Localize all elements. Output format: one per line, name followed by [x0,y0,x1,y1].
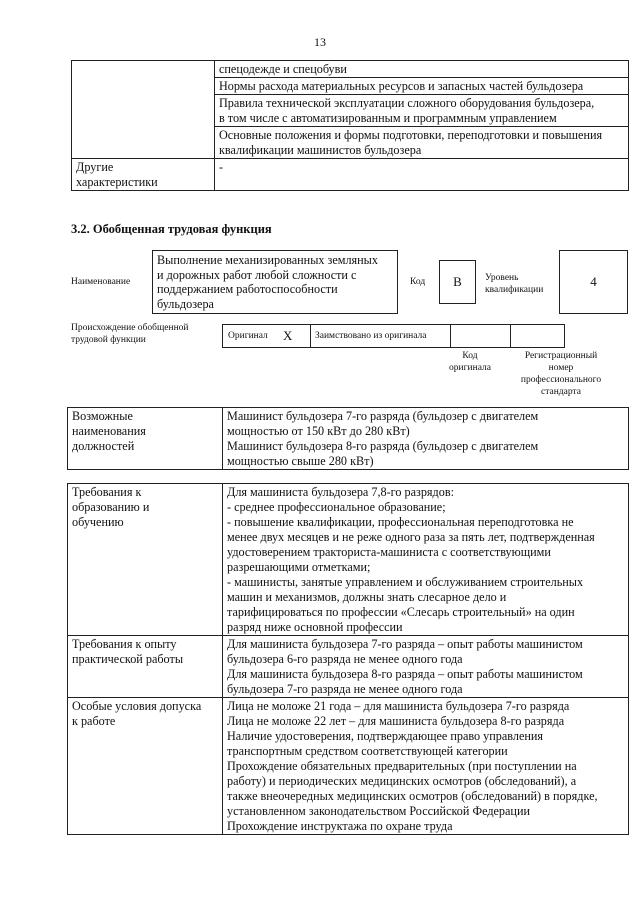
experience-label: Требования к опыту практической работы [68,636,223,698]
borrowed-cell [310,325,451,347]
section-title: 3.2. Обобщенная трудовая функция [71,222,272,236]
other-characteristics-label: Другие характеристики [72,159,215,191]
table-row [68,408,629,470]
reg-number-cell [510,325,564,347]
original-code-cell [450,325,511,347]
table-cell: Нормы расхода материальных ресурсов и запасных частей бульдозера [215,78,629,95]
positions-value: Машинист бульдозера 7-го разряда (бульдозер с двигателем мощностью от 150 кВт до 280 кВт) Машинист бульдозера 8-го разряда (бульдозер с двигателем мощностью свыше 280 кВт) [223,408,629,470]
page-number: 13 [314,35,326,49]
function-name-box: Выполнение механизированных земляных и дорожных работ любой сложности с поддержанием работоспособности бульдозера [152,250,398,314]
level-value-box: 4 [559,250,628,314]
origin-label: Происхождение обобщенной трудовой функции [71,323,189,345]
original-mark: X [283,328,293,343]
positions-label: Возможные наименования должностей [68,408,223,470]
level-label: Уровень квалификации [485,273,544,295]
origin-row [222,324,565,348]
caption-reg-number: Регистрационный номер профессионального стандарта [520,351,602,397]
education-value: Для машиниста бульдозера 7,8-го разрядов: - среднее профессиональное образование; - повышение квалификации, профессиональная переподготовка не менее двух месяцев и не реже одного раза за пять лет, подтвержденная удостоверением тракториста-машиниста с соответствующими разрешающими отметками; - машинисты, занятые управлением и обслуживанием строительных машин и механизмов, должны знать слесарное дело и тарифицироваться по профессии «Слесарь строительный» на один разряд ниже основной профессии [223,484,629,636]
table-row [72,159,629,191]
positions-table [67,407,629,470]
original-cell [223,325,311,347]
caption-original-code: Код оригинала [449,351,491,373]
original-label: Оригинал [228,331,268,341]
code-label: Код [410,277,426,287]
education-label: Требования к образованию и обучению [68,484,223,636]
code-value-box: B [439,260,476,304]
other-characteristics-value: - [215,159,629,191]
top-table [71,60,629,191]
table-cell: Основные положения и формы подготовки, переподготовки и повышения квалификации машинистов бульдозера [215,127,629,159]
requirements-table [67,483,629,835]
table-row [72,61,629,78]
admission-value: Лица не моложе 21 года – для машиниста бульдозера 7-го разряда Лица не моложе 22 лет – для машиниста бульдозера 8-го разряда Наличие удостоверения, подтверждающее право управления транспортным средством соответствующей категории Прохождение обязательных предварительных (при поступлении на работу) и периодических медицинских осмотров (обследований), а также внеочередных медицинских осмотров (обследований) в порядке, установленном законодательством Российской Федерации Прохождение инструктажа по охране труда [223,698,629,835]
borrowed-label: Заимствовано из оригинала [315,331,427,341]
name-label: Наименование [71,277,131,287]
experience-value: Для машиниста бульдозера 7-го разряда – опыт работы машинистом бульдозера 6-го разряда не менее одного года Для машиниста бульдозера 8-го разряда – опыт работы машинистом бульдозера 7-го разряда не менее одного года [223,636,629,698]
table-cell: Правила технической эксплуатации сложного оборудования бульдозера, в том числе с автоматизированным и программным управлением [215,95,629,127]
table-row [68,484,629,636]
table-row [68,698,629,835]
table-cell-empty [72,61,215,159]
table-cell: спецодежде и спецобуви [215,61,629,78]
admission-label: Особые условия допуска к работе [68,698,223,835]
table-row [68,636,629,698]
